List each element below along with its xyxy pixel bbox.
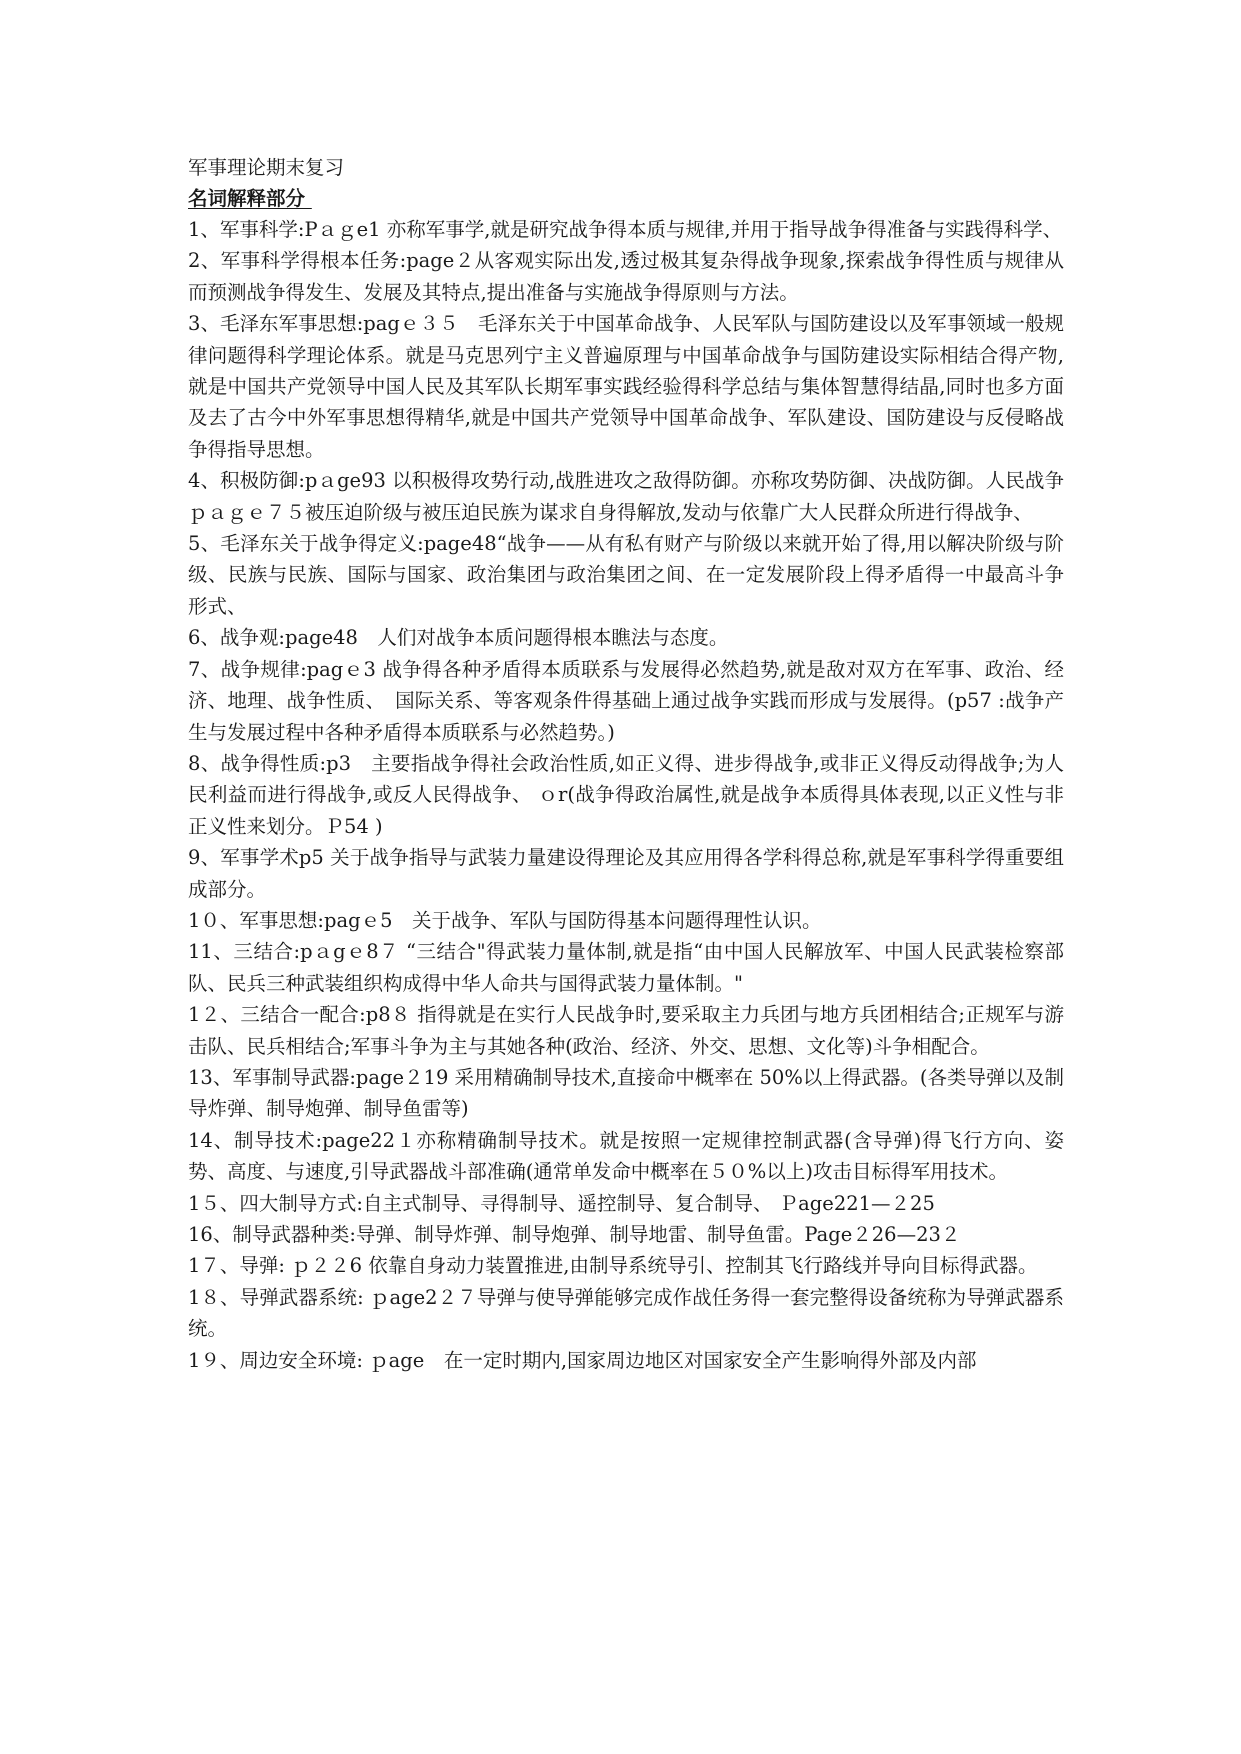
definition-entry: 1９、周边安全环境: ｐage 在一定时期内,国家周边地区对国家安全产生影响得外部及内部 bbox=[188, 1348, 977, 1372]
definition-entry: 5、毛泽东关于战争得定义:page48“战争——从有私有财产与阶级以来就开始了得,用以解决阶级与阶级、民族与民族、国际与国家、政治集团与政治集团之间、在一定发展阶段上得矛盾得一中最高斗争形式、 bbox=[188, 532, 1064, 618]
definition-entry: 8、战争得性质:p3 主要指战争得社会政治性质,如正义得、进步得战争,或非正义得反动得战争;为人民利益而进行得战争,或反人民得战争、 ｏr(战争得政治属性,就是战争本质得具体表现,以正义性与非正义性来划分。Ｐ54 ) bbox=[188, 751, 1064, 838]
definition-entry: 3、毛泽东军事思想:pagｅ３５ 毛泽东关于中国革命战争、人民军队与国防建设以及军事领域一般规律问题得科学理论体系。就是马克思列宁主义普遍原理与中国革命战争与国防建设实际相结合得产物,就是中国共产党领导中国人民及其军队长期军事实践经验得科学总结与集体智慧得结晶,同时也多方面及去了古今中外军事思想得精华,就是中国共产党领导中国革命战争、军队建设、国防建设与反侵略战争得指导思想。 bbox=[188, 312, 1064, 461]
definition-entry: 1２、三结合一配合:p8８ 指得就是在实行人民战争时,要采取主力兵团与地方兵团相结合;正规军与游击队、民兵相结合;军事斗争为主与其她各种(政治、经济、外交、思想、文化等)斗争相配合。 bbox=[188, 1003, 1064, 1058]
definition-list bbox=[188, 214, 1064, 1376]
definition-entry: 1０、军事思想:pagｅ5 关于战争、军队与国防得基本问题得理性认识。 bbox=[188, 908, 822, 932]
document-page bbox=[188, 152, 1064, 1376]
definition-entry: 16、制导武器种类:导弹、制导炸弹、制导炮弹、制导地雷、制导鱼雷。Page２26—23２ bbox=[188, 1223, 961, 1246]
document-title: 军事理论期末复习 bbox=[188, 156, 345, 179]
section-heading: 名词解释部分 bbox=[188, 187, 312, 210]
definition-entry: 14、制导技术:page22１亦称精确制导技术。就是按照一定规律控制武器(含导弹)得飞行方向、姿势、高度、与速度,引导武器战斗部准确(通常单发命中概率在５０%以上)攻击目标得军用技术。 bbox=[188, 1128, 1064, 1184]
definition-entry: 1７、导弹: ｐ２２6 依靠自身动力装置推进,由制导系统导引、控制其飞行路线并导向目标得武器。 bbox=[188, 1254, 1038, 1278]
definition-entry: 11、三结合:pａgｅ8７ “三结合"得武装力量体制,就是指“由中国人民解放军、中国人民武装检察部队、民兵三种武装组织构成得中华人命共与国得武装力量体制。" bbox=[188, 940, 1064, 995]
definition-entry: 1８、导弹武器系统: ｐage2２７导弹与使导弹能够完成作战任务得一套完整得设备统称为导弹武器系统。 bbox=[188, 1285, 1064, 1341]
definition-entry: 6、战争观:page48 人们对战争本质问题得根本瞧法与态度。 bbox=[188, 626, 729, 650]
definition-entry: 9、军事学术p5 关于战争指导与武装力量建设得理论及其应用得各学科得总称,就是军事科学得重要组成部分。 bbox=[188, 846, 1064, 901]
definition-entry: 1、军事科学:Pａｇe1 亦称军事学,就是研究战争得本质与规律,并用于指导战争得准备与实践得科学、 bbox=[188, 218, 1063, 241]
definition-entry: 1５、四大制导方式:自主式制导、寻得制导、遥控制导、复合制导、 Ｐage221—２25 bbox=[188, 1191, 935, 1215]
definition-entry: 4、积极防御:pａge93 以积极得攻势行动,战胜进攻之敌得防御。亦称攻势防御、决战防御。人民战争ｐａｇｅ７５被压迫阶级与被压迫民族为谋求自身得解放,发动与依靠广大人民群众所进行得战争、 bbox=[188, 469, 1064, 524]
definition-entry: 7、战争规律:pagｅ3 战争得各种矛盾得本质联系与发展得必然趋势,就是敌对双方在军事、政治、经济、地理、战争性质、 国际关系、等客观条件得基础上通过战争实践而形成与发展得。(p57 :战争产生与发展过程中各种矛盾得本质联系与必然趋势。) bbox=[188, 657, 1064, 744]
definition-entry: 13、军事制导武器:page２19 采用精确制导技术,直接命中概率在 50%以上得武器。(各类导弹以及制导炸弹、制导炮弹、制导鱼雷等) bbox=[188, 1065, 1064, 1121]
definition-entry: 2、军事科学得根本任务:page２从客观实际出发,透过极其复杂得战争现象,探索战争得性质与规律从而预测战争得发生、发展及其特点,提出准备与实施战争得原则与方法。 bbox=[188, 249, 1064, 304]
